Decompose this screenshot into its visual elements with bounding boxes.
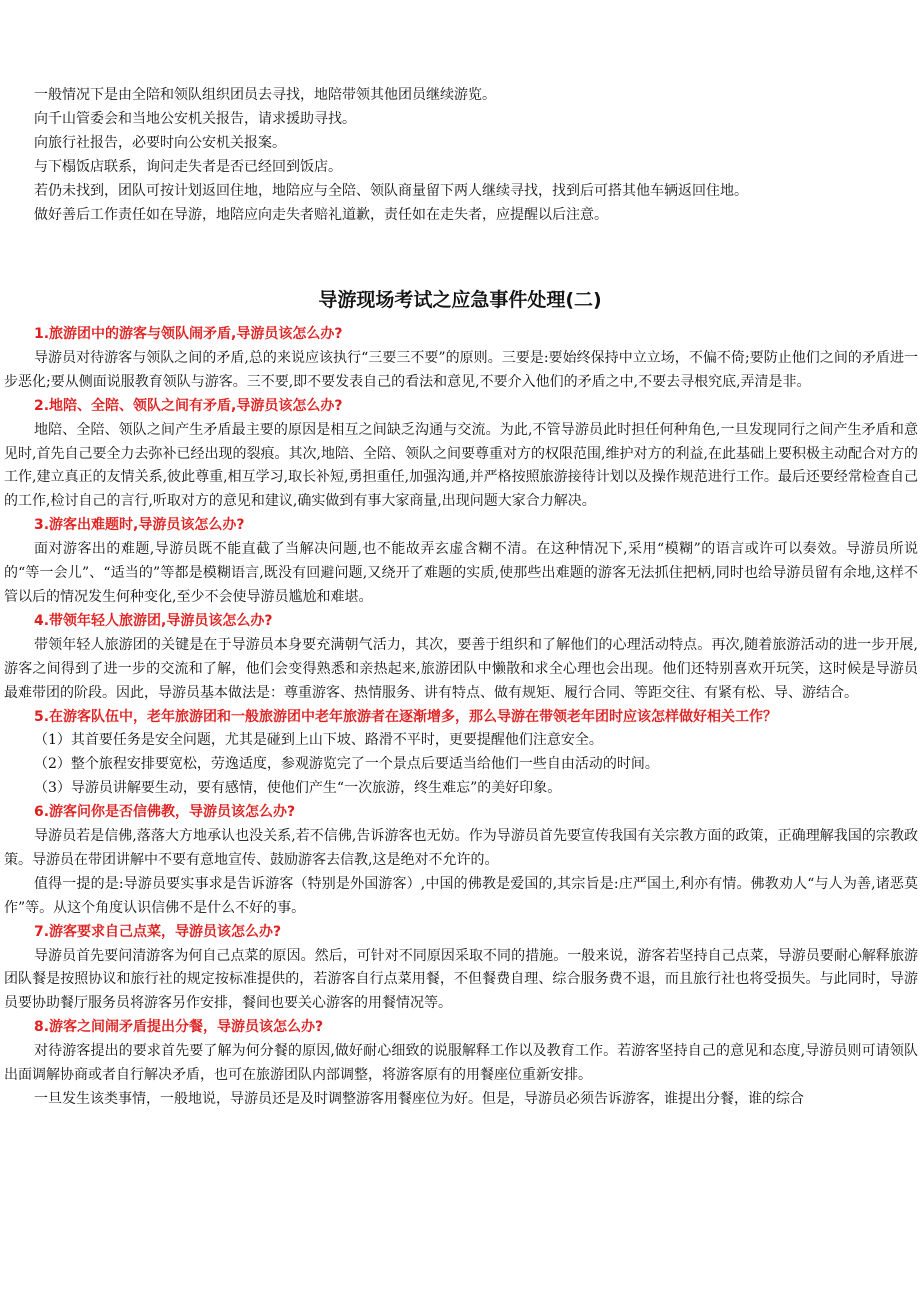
intro-line: 一般情况下是由全陪和领队组织团员去寻找，地陪带领其他团员继续游览。: [34, 87, 496, 103]
section-question: 7.游客要求自己点菜，导游员该怎么办?: [34, 923, 282, 940]
section-answer: 导游员首先要问清游客为何自己点菜的原因。然后，可针对不同原因采取不同的措施。一般来说，游客若坚持自己点菜，导游员要耐心解释旅游团队餐是按照协议和旅行社的规定按标准提供的，若游客自行点菜用餐，不但餐费自理、综合服务费不退，而且旅行社也将受损失。与此同时，导游员要协助餐厅服务员将游客另作安排，餐间也要关心游客的用餐情况等。: [4, 947, 918, 1012]
intro-paragraphs: [0, 83, 920, 227]
qa-sections: [0, 323, 920, 1112]
section-question: 3.游客出难题时,导游员该怎么办?: [34, 517, 245, 534]
section-answer: 对待游客提出的要求首先要了解为何分餐的原因,做好耐心细致的说服解释工作以及教育工作。若游客坚持自己的意见和态度,导游员则可请领队出面调解协商或者自行解决矛盾，也可在旅游团队内部调整，将游客原有的用餐座位重新安排。: [4, 1043, 918, 1084]
intro-line: 与下榻饭店联系，询问走失者是否已经回到饭店。: [34, 159, 342, 175]
section-answer: 值得一提的是:导游员要实事求是告诉游客（特别是外国游客）,中国的佛教是爱国的,其宗旨是:庄严国土,利亦有情。佛教劝人“与人为善,诸恶莫作”等。从这个角度认识信佛不是什么不好的事。: [4, 875, 918, 916]
section-question: 2.地陪、全陪、领队之间有矛盾,导游员该怎么办?: [34, 397, 343, 414]
intro-line: 做好善后工作责任如在导游，地陪应向走失者赔礼道歉，责任如在走失者，应提醒以后注意。: [34, 207, 608, 223]
section-answer: 面对游客出的难题,导游员既不能直截了当解决问题,也不能故弄玄虚含糊不清。在这种情况下,采用“模糊”的语言或许可以奏效。导游员所说的“等一会儿”、“适当的”等都是模糊语言,既没有回避问题,又绕开了难题的实质,使那些出难题的游客无法抓住把柄,同时也给导游员留有余地,这样不管以后的情况发生何种变化,至少不会使导游员尴尬和难堪。: [4, 541, 918, 605]
intro-line: 若仍未找到，团队可按计划返回住地，地陪应与全陪、领队商量留下两人继续寻找，找到后可搭其他车辆返回住地。: [34, 183, 748, 199]
intro-line: 向旅行社报告，必要时向公安机关报案。: [34, 135, 286, 151]
section-answer: 带领年轻人旅游团的关键是在于导游员本身要充满朝气活力，其次，要善于组织和了解他们的心理活动特点。再次,随着旅游活动的进一步开展,游客之间得到了进一步的交流和了解，他们会变得熟悉和亲热起来,旅游团队中懒散和求全心理也会出现。他们还特别喜欢开玩笑，这时候是导游员最难带团的阶段。因此，导游员基本做法是：尊重游客、热情服务、讲有特点、做有规矩、履行合同、等距交往、有紧有松、导、游结合。: [4, 636, 918, 701]
section-answer: 一旦发生该类事情，一般地说，导游员还是及时调整游客用餐座位为好。但是，导游员必须告诉游客，谁提出分餐，谁的综合: [34, 1091, 804, 1107]
section-question: 8.游客之间闹矛盾提出分餐，导游员该怎么办?: [34, 1019, 324, 1036]
section-question: 4.带领年轻人旅游团,导游员该怎么办?: [34, 612, 273, 629]
document-title: 导游现场考试之应急事件处理(二): [318, 289, 602, 311]
section-answer: 导游员对待游客与领队之间的矛盾,总的来说应该执行“三要三不要”的原则。三要是:要始终保持中立立场，不偏不倚;要防止他们之间的矛盾进一步恶化;要从侧面说服教育领队与游客。三不要,即不要发表自己的看法和意见,不要介入他们的矛盾之中,不要去寻根究底,弄清是非。: [4, 349, 918, 390]
section-question: 5.在游客队伍中，老年旅游团和一般旅游团中老年旅游者在逐渐增多，那么导游在带领老年团时应该怎样做好相关工作？: [34, 708, 778, 725]
intro-line: 向千山管委会和当地公安机关报告，请求援助寻找。: [34, 111, 356, 127]
section-sub-item: （3）导游员讲解要生动，要有感情，使他们产生“一次旅游，终生难忘”的美好印象。: [34, 780, 562, 797]
section-question: 6.游客问你是否信佛教，导游员该怎么办?: [34, 804, 296, 821]
section-answer: 地陪、全陪、领队之间产生矛盾最主要的原因是相互之间缺乏沟通与交流。为此,不管导游员此时担任何种角色,一旦发现同行之间产生矛盾和意见时,首先自己要全力去弥补已经出现的裂痕。其次,地陪、全陪、领队之间要尊重对方的权限范围,维护对方的利益,在此基础上要积极主动配合对方的工作,建立真正的友情关系,彼此尊重,相互学习,取长补短,勇担重任,加强沟通,并严格按照旅游接待计划以及操作规范进行工作。最后还要经常检查自己的工作,检讨自己的言行,听取对方的意见和建议,确实做到有事大家商量,出现问题大家合力解决。: [4, 421, 918, 510]
section-question: 1.旅游团中的游客与领队闹矛盾,导游员该怎么办?: [34, 326, 343, 342]
section-sub-item: （2）整个旅程安排要宽松，劳逸适度，参观游览完了一个景点后要适当给他们一些自由活动的时间。: [34, 756, 659, 773]
section-sub-item: （1）其首要任务是安全问题，尤其是碰到上山下坡、路滑不平时，更要提醒他们注意安全。: [34, 732, 603, 749]
section-answer: 导游员若是信佛,落落大方地承认也没关系,若不信佛,告诉游客也无妨。作为导游员首先要宣传我国有关宗教方面的政策，正确理解我国的宗教政策。导游员在带团讲解中不要有意地宣传、鼓励游客去信教,这是绝对不允许的。: [4, 828, 918, 868]
